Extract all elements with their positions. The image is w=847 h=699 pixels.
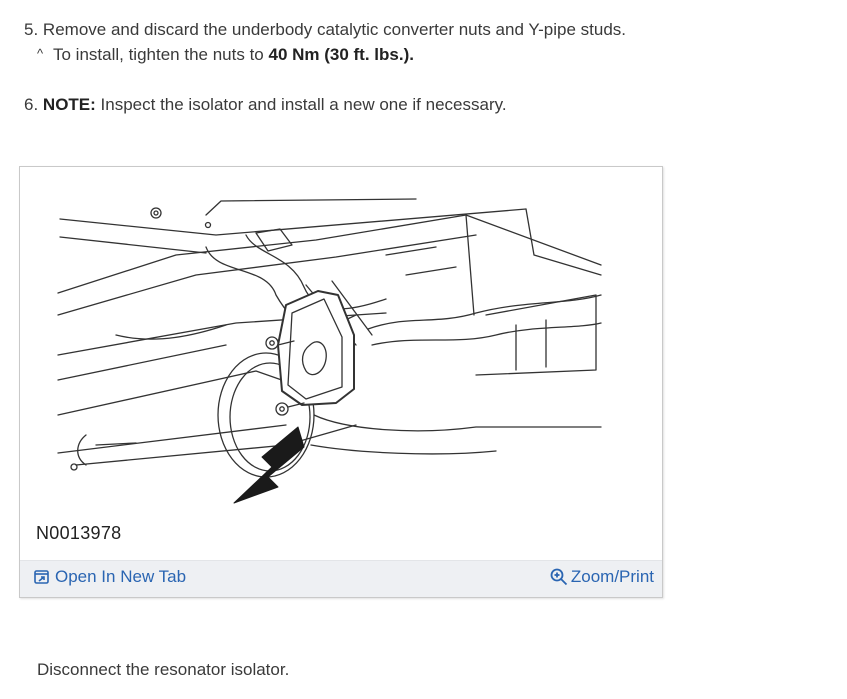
open-in-new-tab-link[interactable] xyxy=(34,567,186,587)
install-note-text: To install, tighten the nuts to xyxy=(53,45,264,64)
caret-icon: ^ xyxy=(37,46,44,61)
step-5-install-note xyxy=(37,45,414,65)
step-text: Inspect the isolator and install a new one if necessary. xyxy=(100,95,507,114)
open-in-new-tab-label: Open In New Tab xyxy=(55,567,187,586)
step-number: 6. xyxy=(24,95,39,114)
figure-card xyxy=(19,166,663,598)
figure-toolbar xyxy=(20,560,662,597)
step-text: Remove and discard the underbody catalytic converter nuts and Y-pipe studs. xyxy=(42,20,626,39)
note-label: NOTE: xyxy=(42,95,96,114)
torque-spec: 40 Nm (30 ft. lbs.). xyxy=(268,45,414,64)
step-6 xyxy=(24,95,507,115)
step-number: 5. xyxy=(24,20,39,39)
isolator-illustration xyxy=(56,195,604,510)
figure-id: N0013978 xyxy=(36,523,122,543)
magnifier-plus-icon xyxy=(550,568,568,586)
step-5 xyxy=(24,20,626,40)
zoom-print-link[interactable] xyxy=(550,567,654,587)
zoom-print-label: Zoom/Print xyxy=(570,567,654,586)
caption-text: Disconnect the resonator isolator. xyxy=(37,660,290,679)
open-in-new-tab-icon xyxy=(34,570,49,584)
